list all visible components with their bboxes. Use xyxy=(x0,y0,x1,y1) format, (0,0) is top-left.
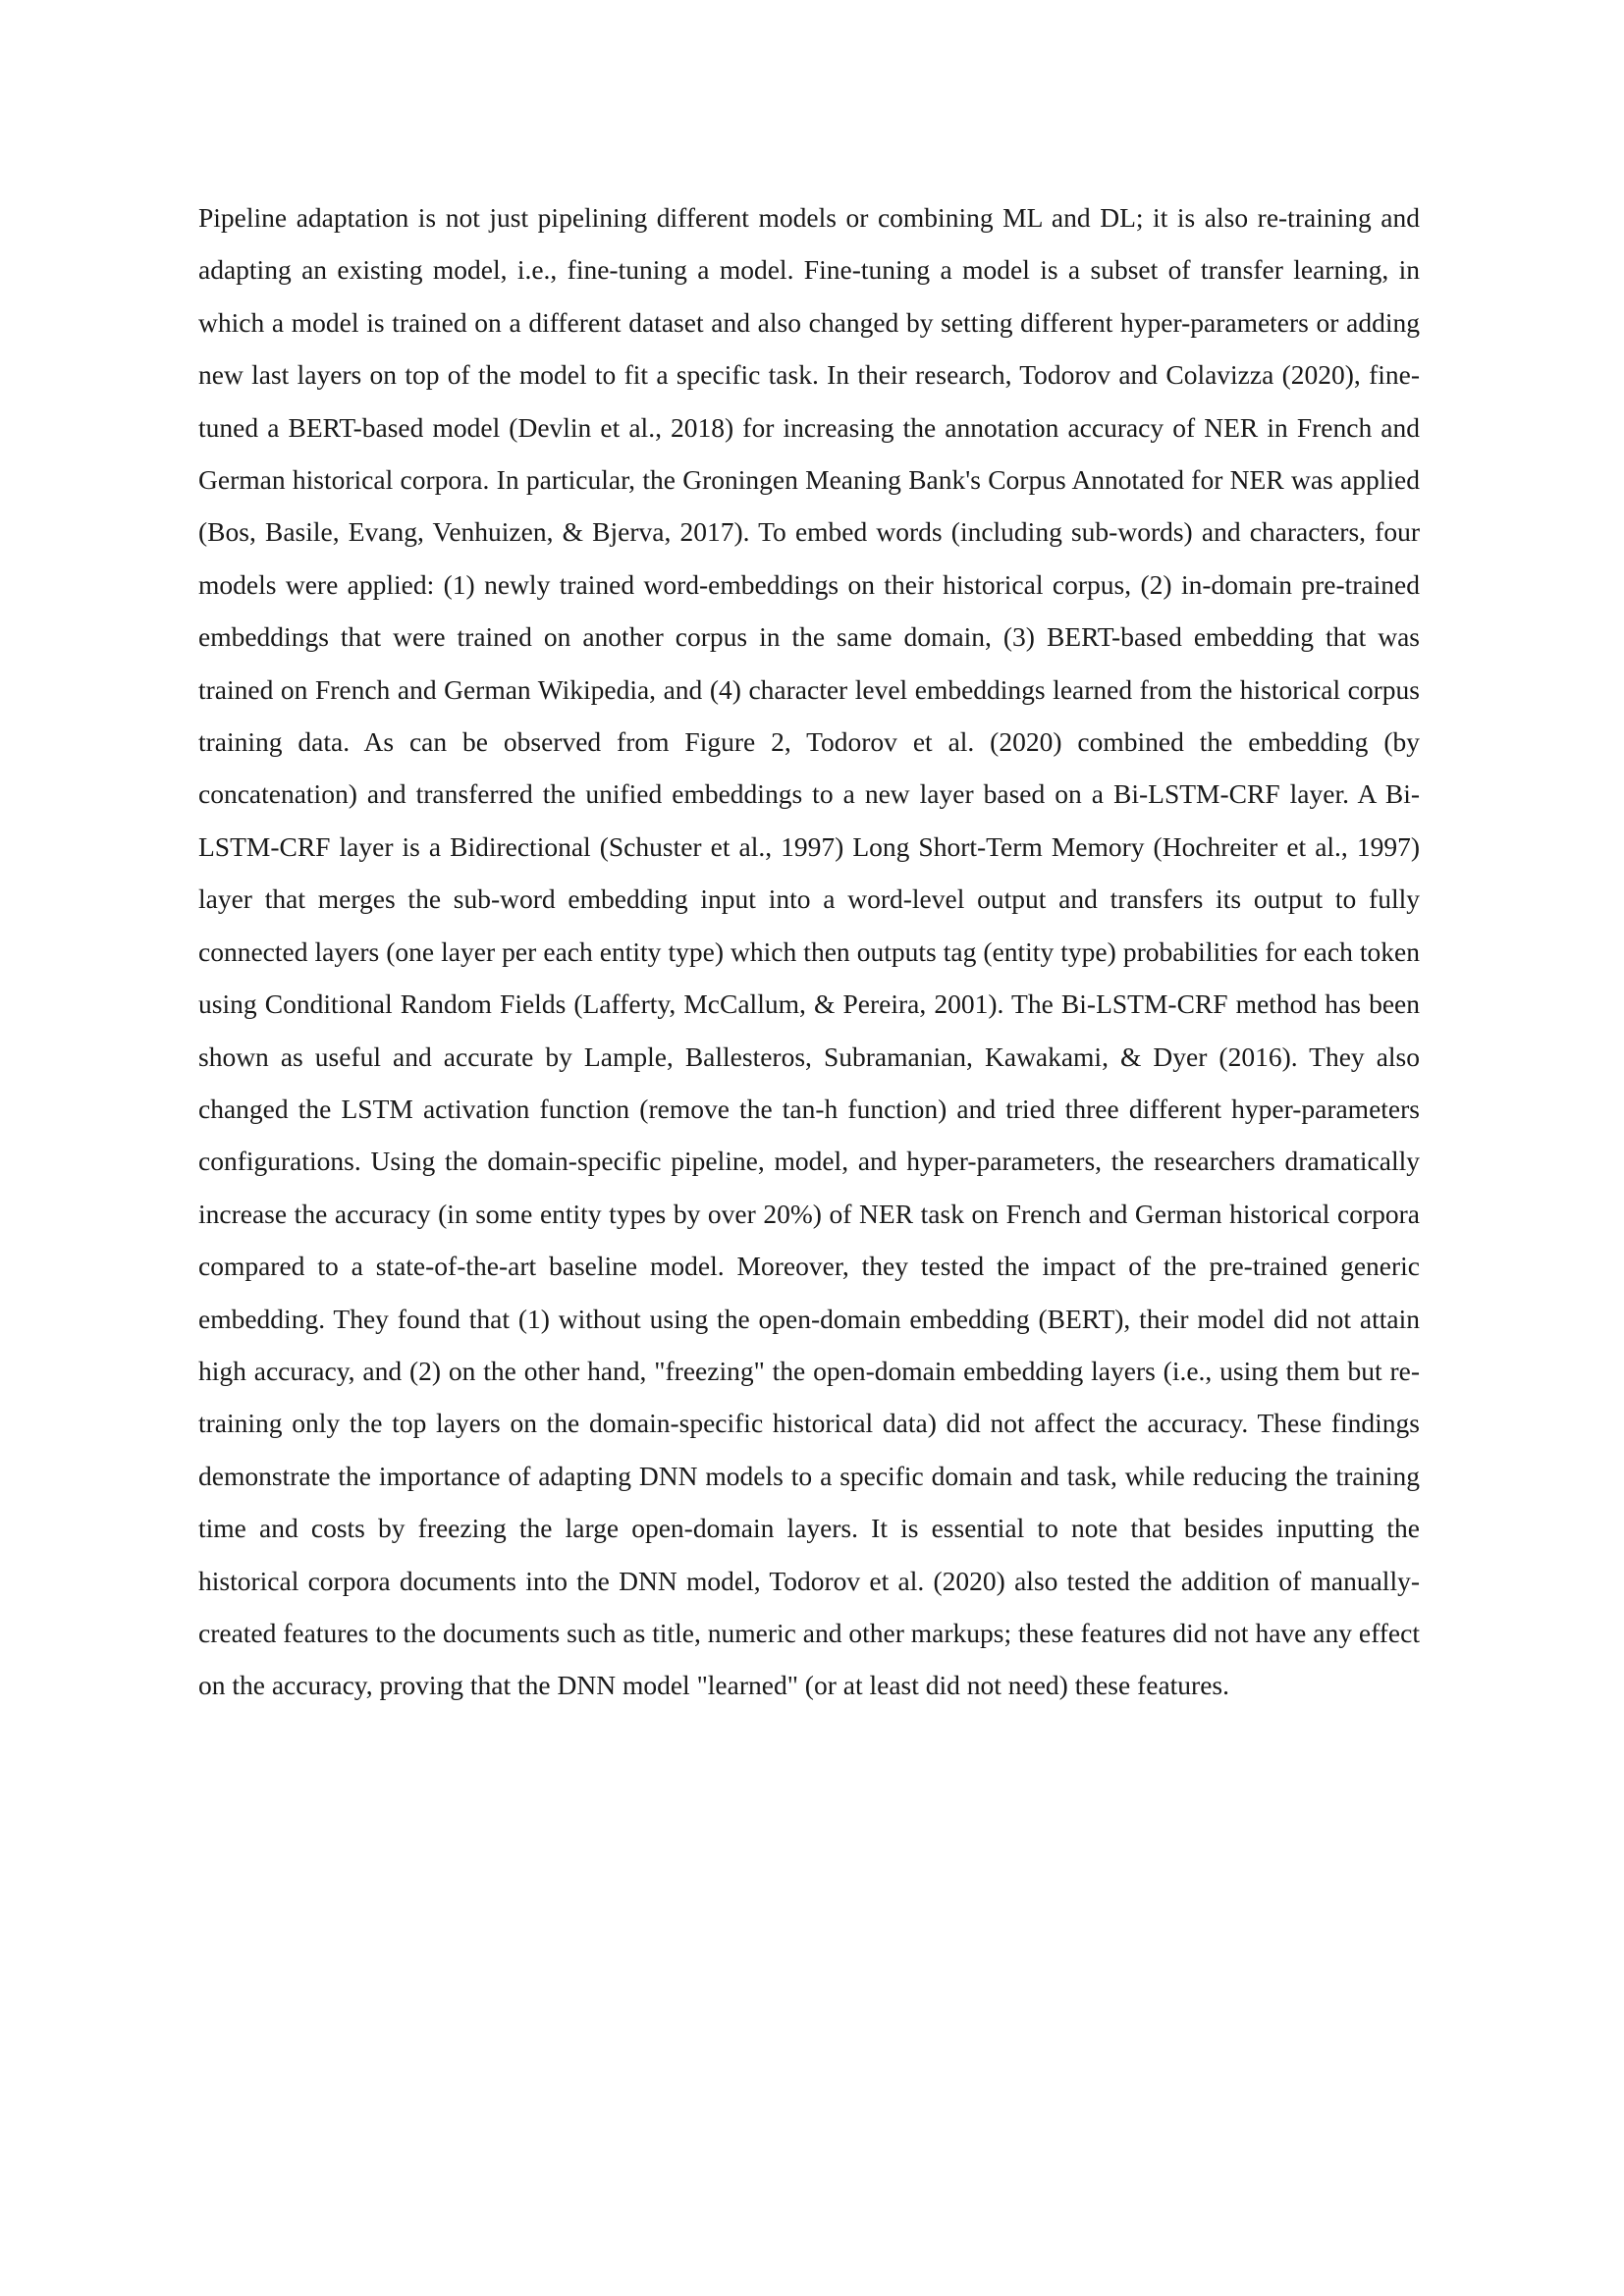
body-paragraph: Pipeline adaptation is not just pipelining different models or combining ML and DL; it is also re-training and adapting an existing model, i.e., fine-tuning a model. Fine-tuning a model is a subset of transfer learning, in which a model is trained on a different dataset and also changed by setting different hyper-parameters or adding new last layers on top of the model to fit a specific task. In their research, Todorov and Colavizza (2020), fine-tuned a BERT-based model (Devlin et al., 2018) for increasing the annotation accuracy of NER in French and German historical corpora. In particular, the Groningen Meaning Bank's Corpus Annotated for NER was applied (Bos, Basile, Evang, Venhuizen, & Bjerva, 2017). To embed words (including sub-words) and characters, four models were applied: (1) newly trained word-embeddings on their historical corpus, (2) in-domain pre-trained embeddings that were trained on another corpus in the same domain, (3) BERT-based embedding that was trained on French and German Wikipedia, and (4) character level embeddings learned from the historical corpus training data. As can be observed from Figure 2, Todorov et al. (2020) combined the embedding (by concatenation) and transferred the unified embeddings to a new layer based on a Bi-LSTM-CRF layer. A Bi-LSTM-CRF layer is a Bidirectional (Schuster et al., 1997) Long Short-Term Memory (Hochreiter et al., 1997) layer that merges the sub-word embedding input into a word-level output and transfers its output to fully connected layers (one layer per each entity type) which then outputs tag (entity type) probabilities for each token using Conditional Random Fields (Lafferty, McCallum, & Pereira, 2001). The Bi-LSTM-CRF method has been shown as useful and accurate by Lample, Ballesteros, Subramanian, Kawakami, & Dyer (2016). They also changed the LSTM activation function (remove the tan-h function) and tried three different hyper-parameters configurations. Using the domain-specific pipeline, model, and hyper-parameters, the researchers dramatically increase the accuracy (in some entity types by over 20%) of NER task on French and German historical corpora compared to a state-of-the-art baseline model. Moreover, they tested the impact of the pre-trained generic embedding. They found that (1) without using the open-domain embedding (BERT), their model did not attain high accuracy, and (2) on the other hand, "freezing" the open-domain embedding layers (i.e., using them but re-training only the top layers on the domain-specific historical data) did not affect the accuracy. These findings demonstrate the importance of adapting DNN models to a specific domain and task, while reducing the training time and costs by freezing the large open-domain layers. It is essential to note that besides inputting the historical corpora documents into the DNN model, Todorov et al. (2020) also tested the addition of manually-created features to the documents such as title, numeric and other markups; these features did not have any effect on the accuracy, proving that the DNN model "learned" (or at least did not need) these features. xyxy=(198,202,1420,1701)
